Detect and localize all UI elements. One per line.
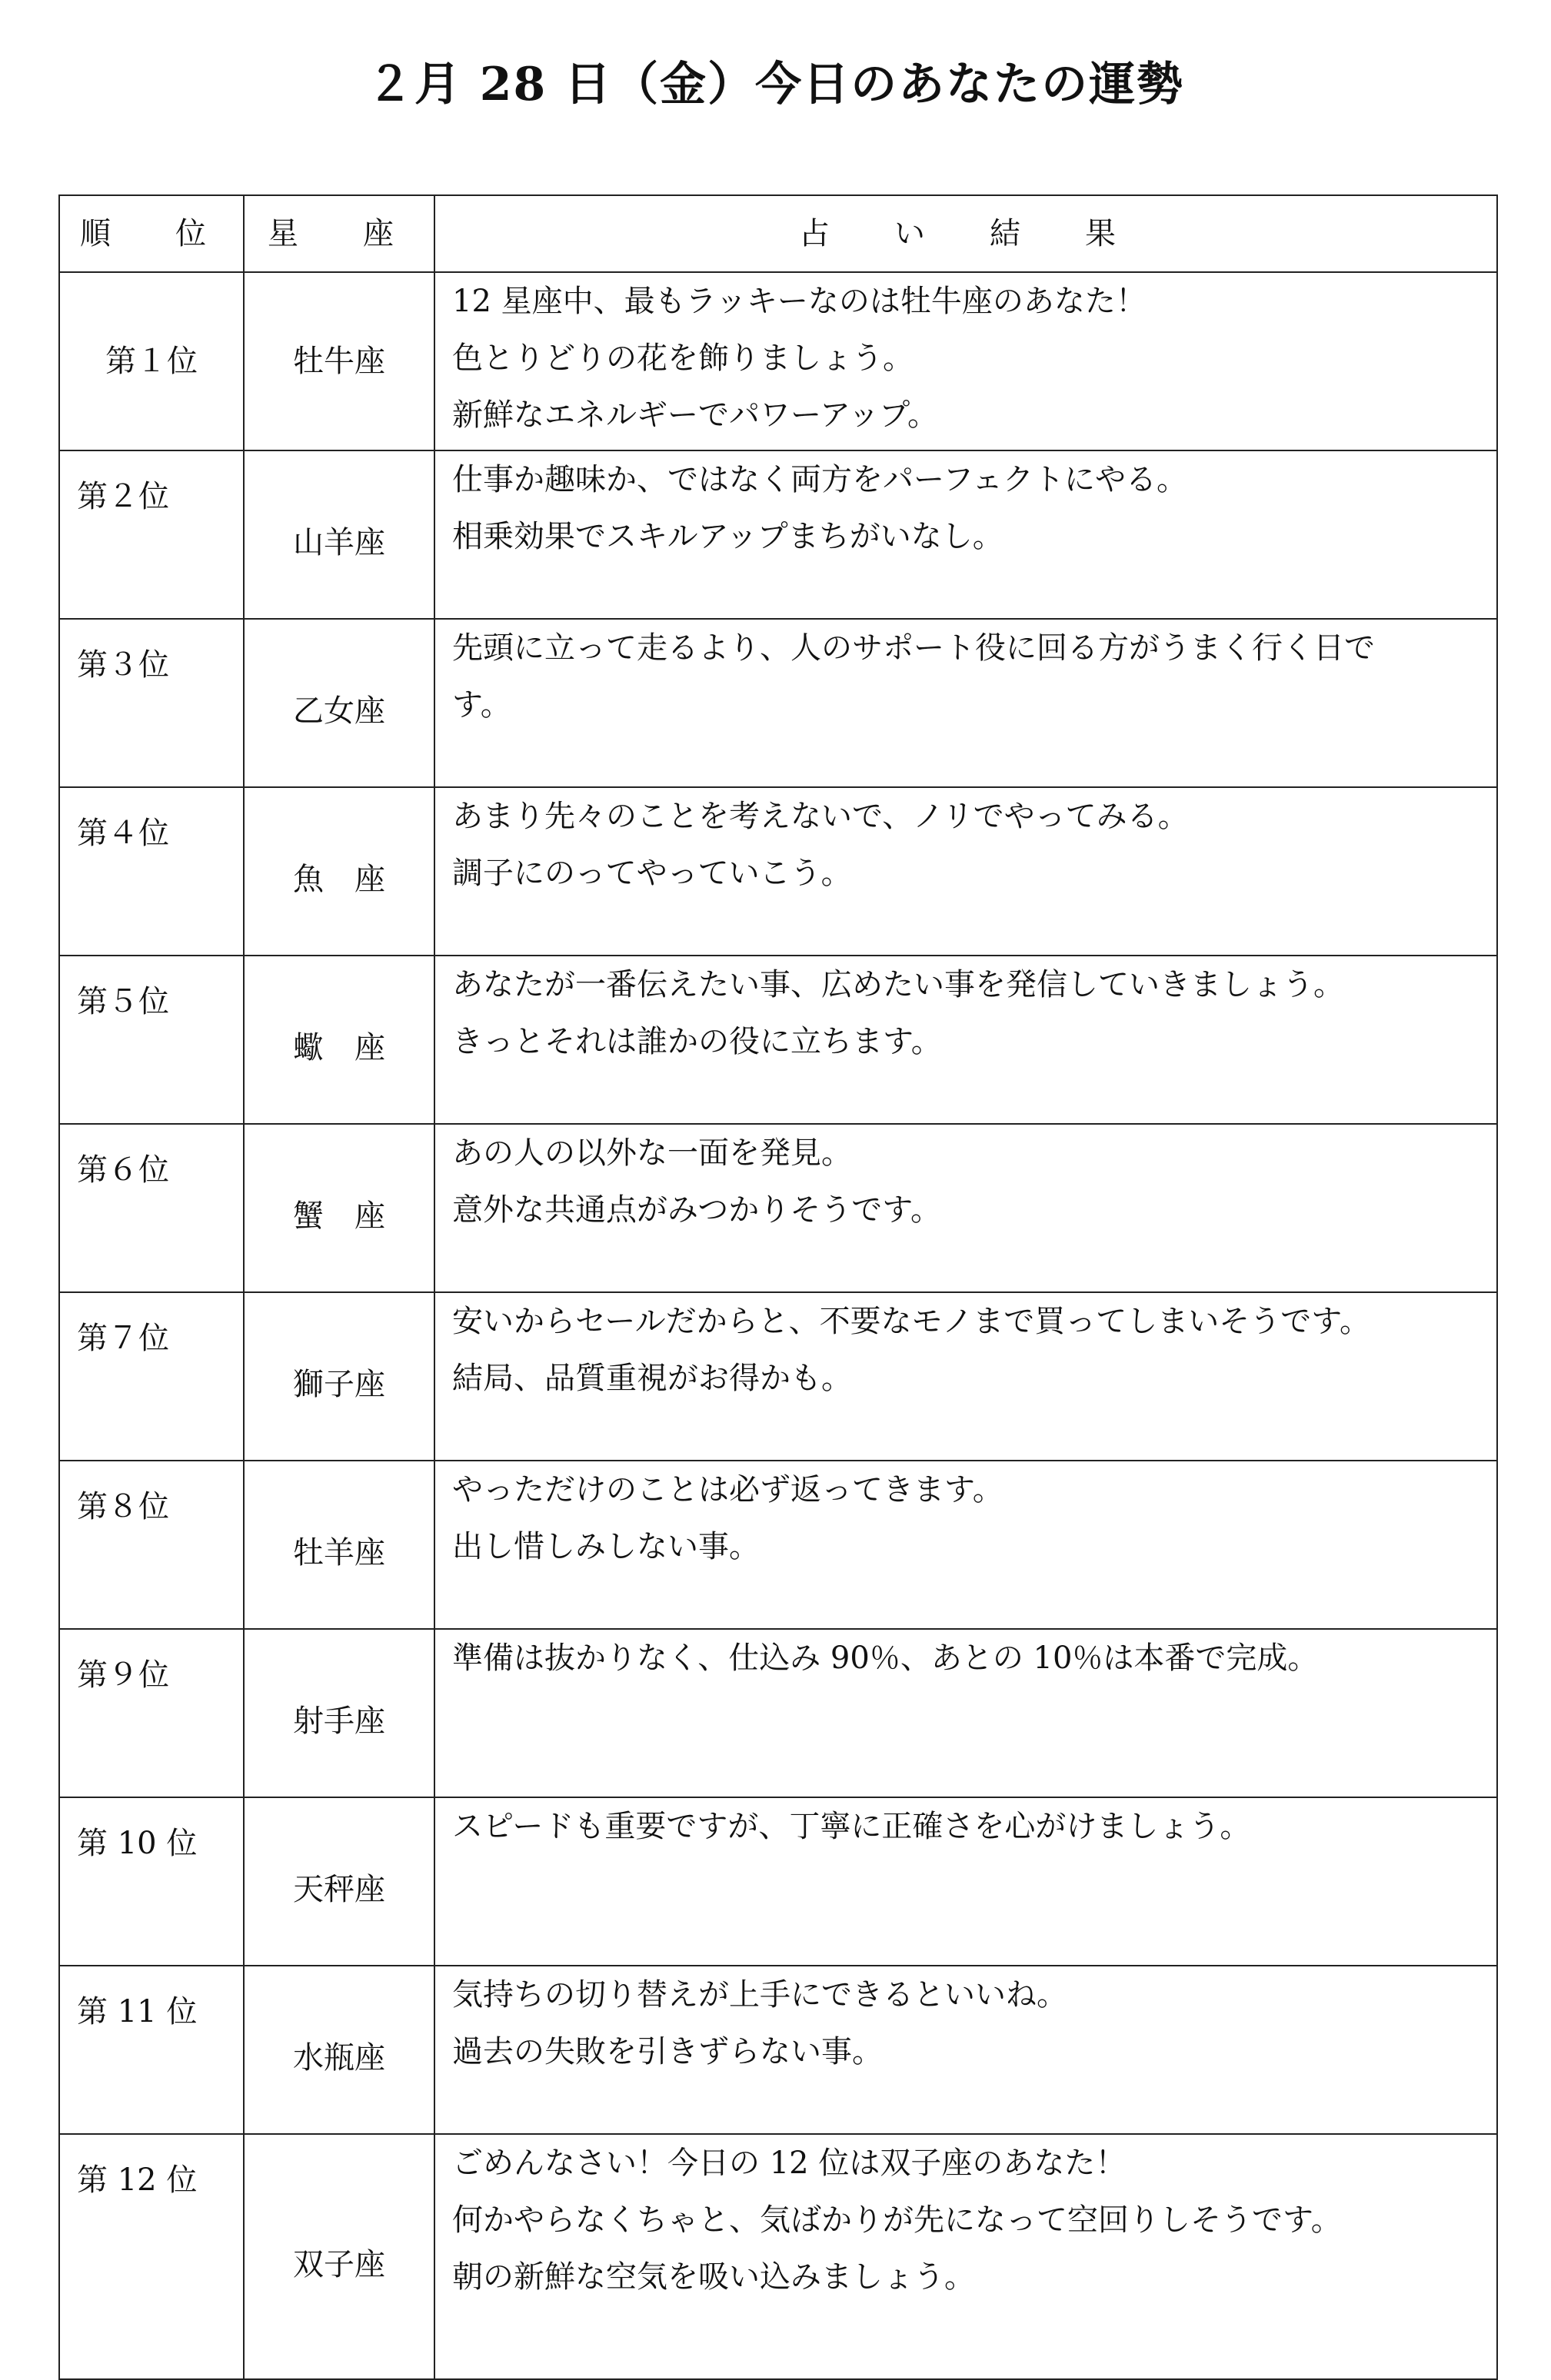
table-row xyxy=(59,1124,1497,1292)
sign-cell: 獅子座 xyxy=(244,1292,434,1461)
result-line: 準備は抜かりなく、仕込み 90％、あとの 10％は本番で完成。 xyxy=(452,1640,1319,1676)
result-cell xyxy=(434,1461,1497,1629)
header-row xyxy=(59,195,1497,272)
sign-cell: 蠍 座 xyxy=(244,956,434,1124)
table-row xyxy=(59,1629,1497,1797)
result-line: ごめんなさい！今日の 12 位は双子座のあなた！ xyxy=(452,2146,1127,2181)
rank-cell: 第１位 xyxy=(59,272,244,450)
header-rank: 順 位 xyxy=(59,195,244,272)
result-line: やっただけのことは必ず返ってきます。 xyxy=(452,1472,1003,1507)
rank-cell: 第６位 xyxy=(59,1124,244,1292)
table-row xyxy=(59,272,1497,450)
result-line: きっとそれは誰かの役に立ちます。 xyxy=(452,1024,942,1059)
result-cell xyxy=(434,787,1497,956)
rank-cell: 第 11 位 xyxy=(59,1966,244,2134)
result-line: 相乗効果でスキルアップまちがいなし。 xyxy=(452,519,1003,554)
sign-cell: 天秤座 xyxy=(244,1797,434,1966)
table-row xyxy=(59,1797,1497,1966)
header-result: 占 い 結 果 xyxy=(434,195,1497,272)
page-title: ２月 28 日（金）今日のあなたの運勢 xyxy=(366,58,1185,111)
result-line: 12 星座中、最もラッキーなのは牡牛座のあなた！ xyxy=(452,284,1147,319)
result-line: 気持ちの切り替えが上手にできるといいね。 xyxy=(452,1977,1067,2013)
sign-cell: 射手座 xyxy=(244,1629,434,1797)
rank-cell: 第２位 xyxy=(59,450,244,619)
result-cell xyxy=(434,1797,1497,1966)
table-row xyxy=(59,1292,1497,1461)
sign-cell: 牡羊座 xyxy=(244,1461,434,1629)
result-cell xyxy=(434,619,1497,787)
rank-cell: 第４位 xyxy=(59,787,244,956)
rank-cell: 第 12 位 xyxy=(59,2134,244,2379)
result-line: 先頭に立って走るより、人のサポート役に回る方がうまく行く日で xyxy=(452,630,1375,666)
rank-cell: 第９位 xyxy=(59,1629,244,1797)
result-cell xyxy=(434,956,1497,1124)
table-row xyxy=(59,1966,1497,2134)
table-row xyxy=(59,619,1497,787)
sign-cell: 山羊座 xyxy=(244,450,434,619)
table-row xyxy=(59,1461,1497,1629)
result-line: す。 xyxy=(452,687,511,723)
result-line: 意外な共通点がみつかりそうです。 xyxy=(452,1192,941,1228)
result-cell xyxy=(434,1629,1497,1797)
result-line: 何かやらなくちゃと、気ばかりが先になって空回りしそうです。 xyxy=(452,2202,1342,2238)
table-row xyxy=(59,787,1497,956)
sign-cell: 乙女座 xyxy=(244,619,434,787)
result-line: 新鮮なエネルギーでパワーアップ。 xyxy=(452,397,938,433)
result-cell xyxy=(434,1966,1497,2134)
result-line: 調子にのってやっていこう。 xyxy=(452,856,852,891)
table-body xyxy=(59,272,1497,2379)
result-cell xyxy=(434,1124,1497,1292)
sign-cell: 蟹 座 xyxy=(244,1124,434,1292)
result-line: 色とりどりの花を飾りましょう。 xyxy=(452,341,914,376)
result-cell xyxy=(434,450,1497,619)
table-row xyxy=(59,450,1497,619)
table-row xyxy=(59,956,1497,1124)
result-line: 安いからセールだからと、不要なモノまで買ってしまいそうです。 xyxy=(452,1304,1370,1339)
result-line: 朝の新鮮な空気を吸い込みましょう。 xyxy=(452,2259,975,2295)
sign-cell: 水瓶座 xyxy=(244,1966,434,2134)
result-line: 結局、品質重視がお得かも。 xyxy=(452,1361,852,1396)
rank-cell: 第７位 xyxy=(59,1292,244,1461)
result-line: 仕事か趣味か、ではなく両方をパーフェクトにやる。 xyxy=(452,462,1187,497)
result-line: スピードも重要ですが、丁寧に正確さを心がけましょう。 xyxy=(452,1809,1251,1844)
sign-cell: 双子座 xyxy=(244,2134,434,2379)
horoscope-table-container xyxy=(58,194,1496,2380)
result-cell xyxy=(434,272,1497,450)
result-line: あなたが一番伝えたい事、広めたい事を発信していきましょう。 xyxy=(452,967,1344,1002)
result-cell xyxy=(434,1292,1497,1461)
rank-cell: 第 10 位 xyxy=(59,1797,244,1966)
rank-cell: 第３位 xyxy=(59,619,244,787)
rank-cell: 第５位 xyxy=(59,956,244,1124)
result-line: あの人の以外な一面を発見。 xyxy=(452,1135,852,1171)
sign-cell: 魚 座 xyxy=(244,787,434,956)
result-cell xyxy=(434,2134,1497,2379)
result-line: あまり先々のことを考えないで、ノリでやってみる。 xyxy=(452,799,1189,834)
sign-cell: 牡牛座 xyxy=(244,272,434,450)
table-row xyxy=(59,2134,1497,2379)
result-line: 過去の失敗を引きずらない事。 xyxy=(452,2034,883,2069)
table-header xyxy=(59,195,1497,272)
rank-cell: 第８位 xyxy=(59,1461,244,1629)
result-line: 出し惜しみしない事。 xyxy=(452,1529,760,1564)
horoscope-table xyxy=(58,194,1498,2380)
header-sign: 星 座 xyxy=(244,195,434,272)
